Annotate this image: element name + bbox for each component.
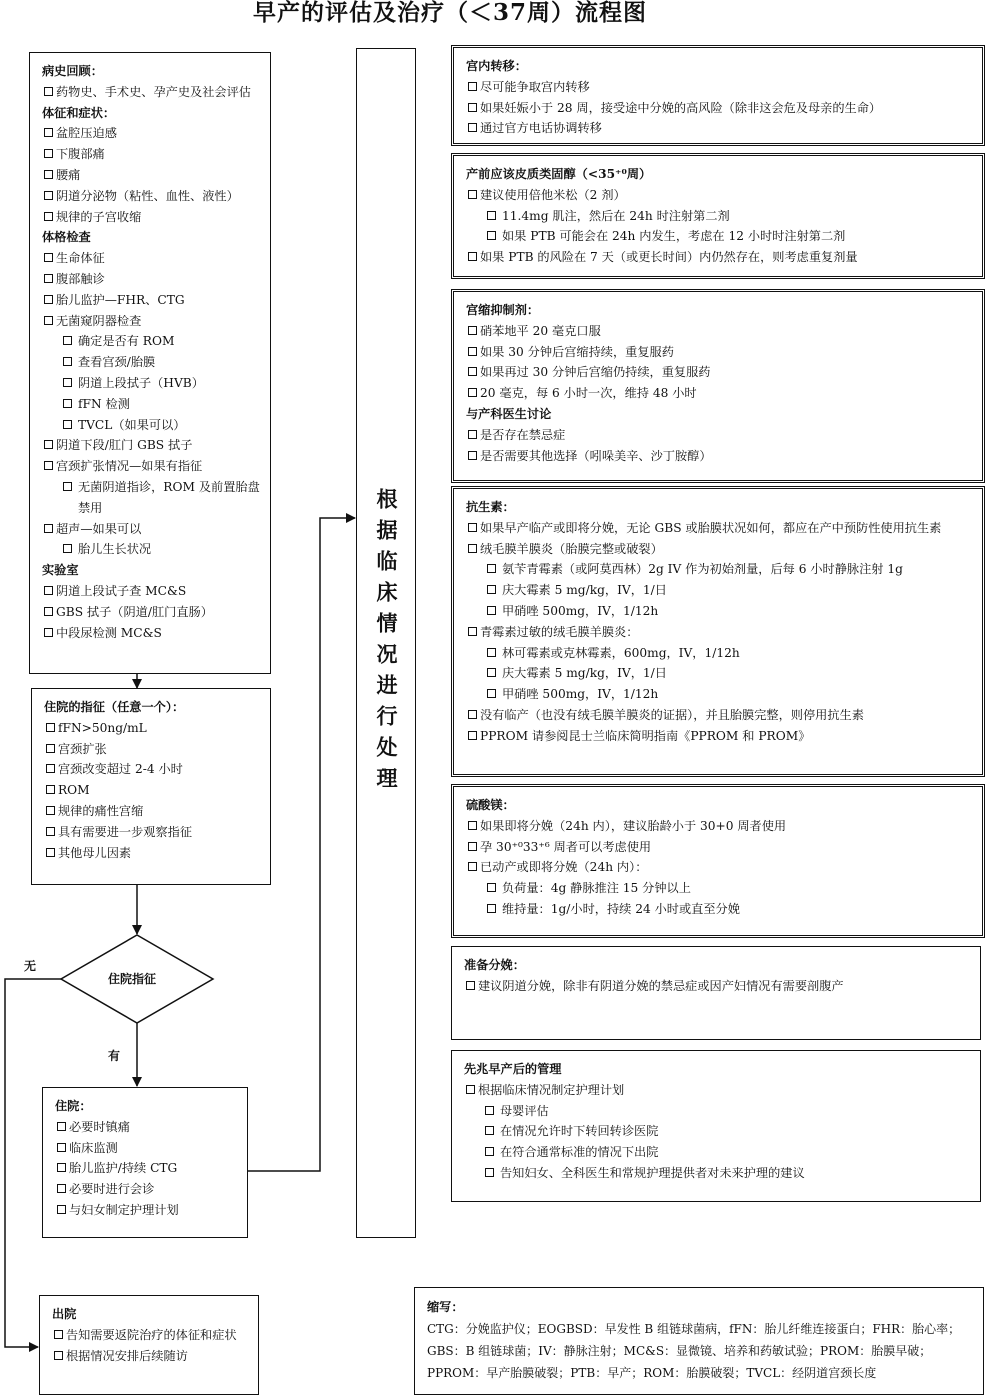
list-item: 胎儿监护—FHR、CTG (42, 290, 260, 311)
list-item: 硝苯地平 20 毫克口服 (466, 321, 972, 342)
list-item: 庆大霉素 5 mg/kg，IV，1/日 (484, 663, 972, 684)
list-item: 腹部触诊 (42, 269, 260, 290)
list-item: 如果 PTB 的风险在 7 天（或更长时间）内仍然存在，则考虑重复剂量 (466, 247, 972, 268)
abbreviations-text: CTG：分娩监护仪；EOGBSD：早发性 B 组链球菌病，fFN：胎儿纤维连接蛋白；FHR：胎心率；GBS：B 组链球菌；IV：静脉注射；MC&S：显微镜、培养和药敏试验；PROM：胎膜早破；PPROM：早产胎膜破裂；PTB：早产；ROM：胎膜破裂；TVCL：经阴道宫颈长度 (427, 1321, 961, 1380)
list-item: 没有临产（也没有绒毛膜羊膜炎的证据），并且胎膜完整，则停用抗生素 (466, 705, 972, 726)
list-item: 告知妇女、全科医生和常规护理提供者对未来护理的建议 (482, 1163, 970, 1184)
list-item: 如果即将分娩（24h 内），建议胎龄小于 30+0 周者使用 (466, 816, 972, 837)
delivery-box (451, 946, 981, 1040)
steroids-box (453, 155, 983, 277)
list-item: 中段尿检测 MC&S (42, 623, 260, 644)
list-item: 如果 PTB 可能会在 24h 内发生，考虑在 12 小时时注射第二剂 (484, 226, 972, 247)
list-item: ROM (44, 780, 260, 801)
section-heading: 产前应该皮质类固醇（<35⁺⁰周） (466, 167, 652, 181)
list-item: 规律的痛性宫缩 (44, 801, 260, 822)
admission-box (42, 1087, 248, 1238)
list-item: 根据情况安排后续随访 (52, 1346, 248, 1367)
list-item: 与妇女制定护理计划 (55, 1200, 237, 1221)
section-heading: 出院 (52, 1307, 77, 1321)
list-item: 是否需要其他选择（吲哚美辛、沙丁胺醇） (466, 446, 972, 467)
list-item: 已动产或即将分娩（24h 内）： (466, 857, 972, 878)
section-heading: 住院的指征（任意一个）： (44, 700, 185, 714)
discharge-box (39, 1295, 259, 1395)
list-item: 规律的子宫收缩 (42, 207, 260, 228)
section-heading: 体征和症状： (42, 105, 116, 120)
list-item: 是否存在禁忌症 (466, 425, 972, 446)
list-item: 阴道分泌物（粘性、血性、液性） (42, 186, 260, 207)
no-label: 无 (24, 959, 37, 973)
list-item: 20 毫克，每 6 小时一次，维持 48 小时 (466, 383, 972, 404)
section-heading: 先兆早产后的管理 (464, 1062, 562, 1076)
list-item: 氨苄青霉素（或阿莫西林）2g IV 作为初始剂量，后每 6 小时静脉注射 1g (484, 559, 972, 580)
list-item: 超声—如果可以 (42, 519, 260, 540)
list-item: TVCL（如果可以） (60, 415, 260, 436)
list-item: fFN>50ng/mL (44, 718, 260, 739)
list-item: 生命体征 (42, 248, 260, 269)
section-heading: 宫内转移： (466, 59, 527, 73)
list-item: 必要时镇痛 (55, 1117, 237, 1138)
list-item: 具有需要进一步观察指征 (44, 822, 260, 843)
list-item: 查看宫颈/胎膜 (60, 352, 260, 373)
list-item: 宫颈扩张 (44, 739, 260, 760)
clinical-management-box (356, 48, 416, 1238)
section-heading: 体格检查 (42, 230, 91, 245)
list-item: 维持量：1g/小时，持续 24 小时或直至分娩 (484, 899, 972, 920)
history-box (29, 52, 271, 674)
clinical-management-label: 根据临床情况进行处理 (374, 488, 399, 798)
list-item: 通过官方电话协调转移 (466, 118, 972, 139)
list-item: 阴道上段拭子（HVB） (60, 373, 260, 394)
magnesium-box (453, 786, 983, 936)
list-item: 无菌阴道指诊，ROM 及前置胎盘禁用 (60, 477, 260, 519)
list-item: 庆大霉素 5 mg/kg，IV，1/日 (484, 580, 972, 601)
abbreviations-box (414, 1287, 984, 1395)
management-box (451, 1050, 981, 1202)
list-item: 告知需要返院治疗的体征和症状 (52, 1325, 248, 1346)
list-item: 孕 30⁺⁰33⁺⁶ 周者可以考虑使用 (466, 837, 972, 858)
list-item: 绒毛膜羊膜炎（胎膜完整或破裂） (466, 539, 972, 560)
list-item: 必要时进行会诊 (55, 1179, 237, 1200)
list-item: 11.4mg 肌注，然后在 24h 时注射第二剂 (484, 206, 972, 227)
section-heading: 宫缩抑制剂： (466, 303, 540, 317)
section-heading: 抗生素： (466, 500, 515, 514)
list-item: 在情况允许时下转回转诊医院 (482, 1121, 970, 1142)
list-item: 如果 30 分钟后宫缩持续，重复服药 (466, 342, 972, 363)
list-item: 宫颈改变超过 2-4 小时 (44, 759, 260, 780)
list-item: 林可霉素或克林霉素，600mg，IV，1/12h (484, 643, 972, 664)
list-item: fFN 检测 (60, 394, 260, 415)
tocolytics-box (453, 291, 983, 481)
list-item: 如果妊娠小于 28 周，接受途中分娩的高风险（除非这会危及母亲的生命） (466, 98, 972, 119)
list-item: 甲硝唑 500mg，IV，1/12h (484, 601, 972, 622)
list-item: 尽可能争取宫内转移 (466, 77, 972, 98)
list-item: 药物史、手术史、孕产史及社会评估 (42, 82, 260, 103)
transfer-box (453, 47, 983, 144)
section-heading: 病史回顾： (42, 64, 103, 78)
list-item: 阴道上段试子查 MC&S (42, 581, 260, 602)
list-item: 胎儿生长状况 (60, 539, 260, 560)
list-item: 青霉素过敏的绒毛膜羊膜炎： (466, 622, 972, 643)
list-item: 临床监测 (55, 1138, 237, 1159)
admit-criteria-box (31, 688, 271, 885)
list-item: 宫颈扩张情况—如果有指征 (42, 456, 260, 477)
list-item: 阴道下段/肛门 GBS 拭子 (42, 435, 260, 456)
list-item: 确定是否有 ROM (60, 331, 260, 352)
list-item: 腰痛 (42, 165, 260, 186)
list-item: 其他母儿因素 (44, 843, 260, 864)
list-item: 建议阴道分娩，除非有阴道分娩的禁忌症或因产妇情况有需要剖腹产 (464, 976, 970, 997)
section-heading: 实验室 (42, 563, 79, 578)
list-item: 负荷量：4g 静脉推注 15 分钟以上 (484, 878, 972, 899)
section-heading: 准备分娩： (464, 958, 525, 972)
decision-label: 住院指征 (108, 972, 157, 986)
section-heading: 硫酸镁： (466, 798, 515, 812)
list-item: 建议使用倍他米松（2 剂） (466, 185, 972, 206)
list-item: 在符合通常标准的情况下出院 (482, 1142, 970, 1163)
list-item: 下腹部痛 (42, 144, 260, 165)
list-item: 母婴评估 (482, 1101, 970, 1122)
list-item: 根据临床情况制定护理计划 (464, 1080, 970, 1101)
list-item: 胎儿监护/持续 CTG (55, 1158, 237, 1179)
page-title: 早产的评估及治疗（＜37周）流程图 (252, 0, 647, 26)
list-item: 甲硝唑 500mg，IV，1/12h (484, 684, 972, 705)
list-item: GBS 拭子（阴道/肛门直肠） (42, 602, 260, 623)
list-item: 如果早产临产或即将分娩，无论 GBS 或胎膜状况如何，都应在产中预防性使用抗生素 (466, 518, 972, 539)
abbreviations-heading: 缩写： (427, 1300, 464, 1314)
list-item: 无菌窥阴器检查 (42, 311, 260, 332)
list-item: PPROM 请参阅昆士兰临床简明指南《PPROM 和 PROM》 (466, 726, 972, 747)
list-item: 如果再过 30 分钟后宫缩仍持续，重复服药 (466, 362, 972, 383)
yes-label: 有 (108, 1049, 121, 1063)
antibiotics-box (453, 488, 983, 775)
section-heading: 住院： (55, 1099, 92, 1113)
list-item: 盆腔压迫感 (42, 123, 260, 144)
section-heading: 与产科医生讨论 (466, 406, 552, 421)
